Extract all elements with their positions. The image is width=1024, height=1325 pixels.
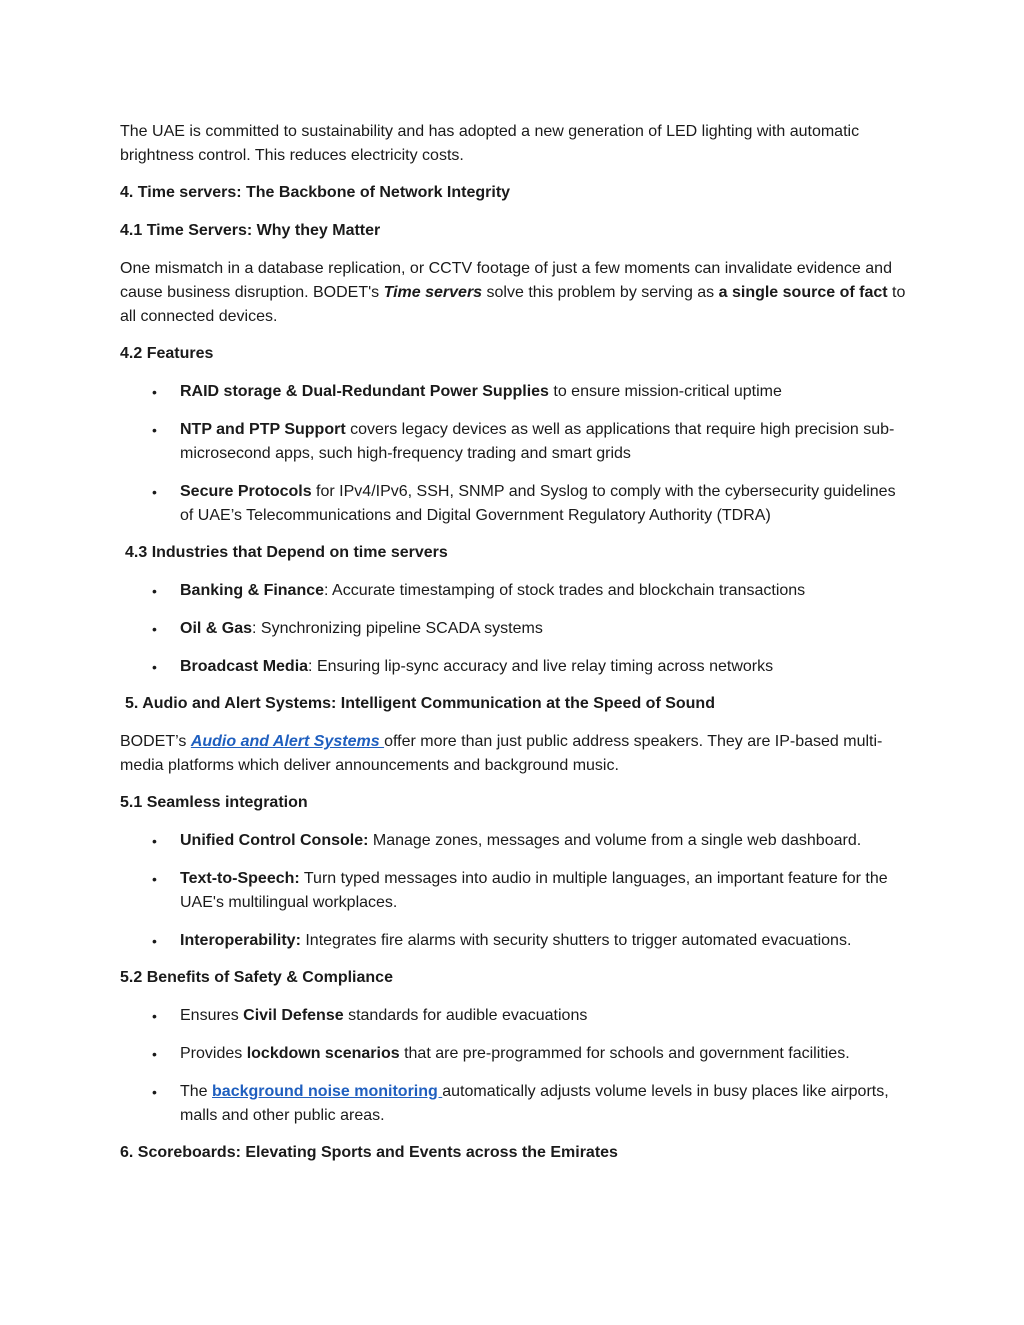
item-prefix: The: [180, 1083, 213, 1100]
industries-list: [120, 579, 910, 679]
item-bold: Interoperability:: [180, 932, 301, 949]
document-body: [120, 120, 910, 1179]
item-bold: Secure Protocols: [180, 483, 312, 500]
item-bold: Banking & Finance: [180, 582, 325, 599]
benefits-list: [120, 1004, 910, 1128]
item-bold: Oil & Gas: [180, 620, 253, 637]
item-bold: Text-to-Speech:: [180, 870, 300, 887]
text-span: offer more than just public address speakers. They are IP-based multi-media platforms which deliver announcements and background music.: [120, 733, 883, 774]
list-item: [120, 655, 910, 679]
list-item: [120, 579, 910, 603]
integration-list: [120, 829, 910, 953]
list-item: [120, 1042, 910, 1066]
item-text: : Accurate timestamping of stock trades and blockchain transactions: [324, 582, 806, 599]
bullet-icon: •: [152, 384, 157, 400]
bullet-icon: •: [152, 933, 157, 949]
section-4-2-heading: 4.2 Features: [120, 345, 214, 362]
bullet-icon: •: [152, 833, 157, 849]
bullet-icon: •: [152, 659, 157, 675]
item-bold: Civil Defense: [243, 1007, 344, 1024]
list-item: [120, 867, 910, 915]
features-list: [120, 380, 910, 528]
intro-paragraph: The UAE is committed to sustainability and has adopted a new generation of LED lighting with automatic brightness control. This reduces electricity costs.: [120, 123, 860, 164]
bullet-icon: •: [152, 422, 157, 438]
section-6-heading: 6. Scoreboards: Elevating Sports and Events across the Emirates: [120, 1144, 618, 1161]
item-text: for IPv4/IPv6, SSH, SNMP and Syslog to comply with the cybersecurity guidelines of UAE’s Telecommunications and Digital Government Regulatory Authority (TDRA): [180, 483, 896, 524]
list-item: [120, 380, 910, 404]
bullet-icon: •: [152, 621, 157, 637]
item-text: : Synchronizing pipeline SCADA systems: [252, 620, 543, 637]
bullet-icon: •: [152, 1046, 157, 1062]
item-prefix: Ensures: [180, 1007, 244, 1024]
emphasis-time-servers: Time servers: [383, 284, 483, 301]
bold-phrase: a single source of fact: [718, 284, 888, 301]
item-text: Integrates fire alarms with security shutters to trigger automated evacuations.: [300, 932, 852, 949]
text-span: One mismatch in a database replication, or CCTV footage of just a few moments can invalidate evidence and cause business disruption. BODET's: [120, 260, 892, 301]
section-5-1-heading: 5.1 Seamless integration: [120, 794, 308, 811]
item-text: to ensure mission-critical uptime: [548, 383, 782, 400]
bullet-icon: •: [152, 484, 157, 500]
item-text: covers legacy devices as well as applications that require high precision sub-microsecond apps, such high-frequency trading and smart grids: [180, 421, 895, 462]
section-4-3-heading: 4.3 Industries that Depend on time servers: [125, 544, 448, 561]
item-bold: Unified Control Console:: [180, 832, 369, 849]
text-span: BODET’s: [120, 733, 191, 750]
text-span: to all connected devices.: [120, 284, 906, 325]
item-text: : Ensuring lip-sync accuracy and live relay timing across networks: [308, 658, 774, 675]
bullet-icon: •: [152, 583, 157, 599]
item-bold: RAID storage & Dual-Redundant Power Supplies: [180, 383, 549, 400]
bullet-icon: •: [152, 1008, 157, 1024]
section-5-heading: 5. Audio and Alert Systems: Intelligent Communication at the Speed of Sound: [125, 695, 715, 712]
list-item: [120, 480, 910, 528]
list-item: [120, 829, 910, 853]
section-4-1-heading: 4.1 Time Servers: Why they Matter: [120, 222, 381, 239]
list-item: [120, 1080, 910, 1128]
item-bold: Broadcast Media: [180, 658, 309, 675]
section-5-intro-paragraph: [120, 730, 910, 778]
item-text: Manage zones, messages and volume from a single web dashboard.: [368, 832, 862, 849]
background-noise-monitoring-link[interactable]: background noise monitoring: [212, 1083, 443, 1100]
item-text: Turn typed messages into audio in multiple languages, an important feature for the UAE's multilingual workplaces.: [180, 870, 888, 911]
audio-alert-systems-link[interactable]: Audio and Alert Systems: [190, 733, 385, 750]
item-text: automatically adjusts volume levels in busy places like airports, malls and other public areas.: [180, 1083, 889, 1124]
item-bold: NTP and PTP Support: [180, 421, 346, 438]
item-text: that are pre-programmed for schools and government facilities.: [399, 1045, 850, 1062]
item-bold: lockdown scenarios: [246, 1045, 400, 1062]
bullet-icon: •: [152, 871, 157, 887]
list-item: [120, 418, 910, 466]
section-5-2-heading: 5.2 Benefits of Safety & Compliance: [120, 969, 393, 986]
list-item: [120, 617, 910, 641]
section-4-heading: 4. Time servers: The Backbone of Network Integrity: [120, 184, 511, 201]
list-item: [120, 929, 910, 953]
section-4-1-paragraph: [120, 257, 910, 329]
text-span: solve this problem by serving as: [482, 284, 719, 301]
item-text: standards for audible evacuations: [343, 1007, 588, 1024]
list-item: [120, 1004, 910, 1028]
bullet-icon: •: [152, 1084, 157, 1100]
item-prefix: Provides: [180, 1045, 247, 1062]
